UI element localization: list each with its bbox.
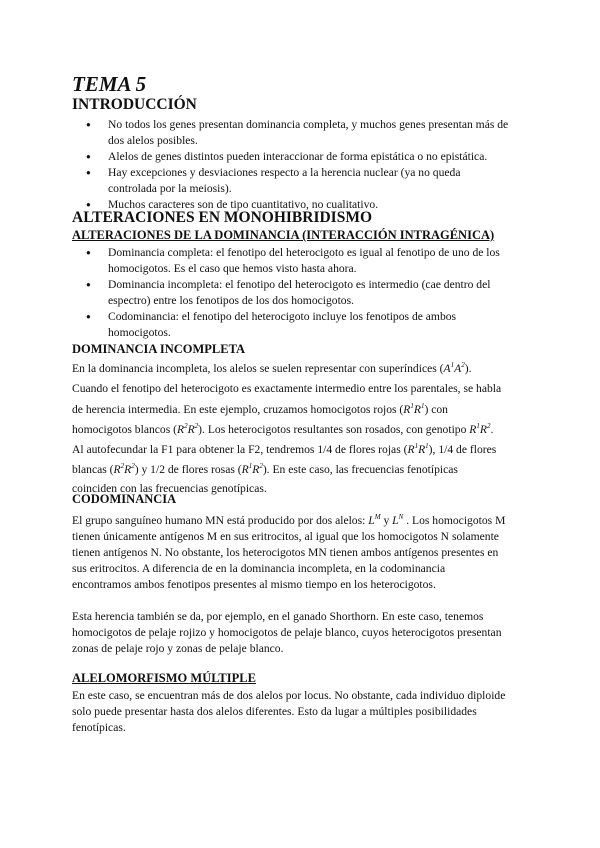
intro-bullet: ● Alelos de genes distintos pueden interaccionar de forma epistática o no epistática. [84, 149, 530, 165]
genotype-r2r2: $R^2R^2$ [176, 421, 199, 436]
subheading-alteraciones-dominancia: ALTERACIONES DE LA DOMINANCIA (INTERACCIÓN INTRAGÉNICA) [72, 228, 495, 242]
genotype-r1r1: $R^1R^1$ [403, 401, 425, 416]
page-title: TEMA 5 [72, 72, 147, 96]
dominance-bullet: ● Dominancia incompleta: el fenotipo del heterocigoto es intermedio (cae dentro del espectro) entre los fenotipos de los dos homocigotos. [84, 277, 530, 309]
codominancia-paragraph-1: El grupo sanguíneo humano MN está producido por dos alelos: $L^M$ y $L^N$ . Los homocigotos M tienen únicamente antígenos M en sus eritrocitos, al igual que los homocigotos N solamente tienen antígenos N. No obstante, los heterocigotos MN tienen ambos antígenos presentes en sus eritrocitos. A diferencia de en la dominancia incompleta, en la codominancia encontramos ambos fenotipos presentes al mismo tiempo en los heterocigotos. [72, 513, 506, 591]
genotype-r2r2: $R^2R^2$ [113, 462, 135, 477]
heading-dominancia-incompleta: DOMINANCIA INCOMPLETA [72, 342, 246, 356]
alelomorfismo-paragraph: En este caso, se encuentran más de dos alelos por locus. No obstante, cada individuo diploide solo puede presentar hasta dos alelos diferentes. Esto da lugar a múltiples posibilidades fenotípicas. [72, 689, 506, 734]
heading-introduccion: INTRODUCCIÓN [72, 96, 197, 113]
genotype-a1a2: $A^1A^2$ [443, 361, 465, 375]
intro-bullet-list [84, 117, 530, 213]
codominancia-paragraph-2: Esta herencia también se da, por ejemplo, en el ganado Shorthorn. En este caso, tenemos homocigotos de pelaje rojizo y homocigotos de pelaje blanco, cuyos heterocigotos presentan zonas de pelaje rojo y zonas de pelaje blanco. [72, 610, 502, 655]
intro-bullet: ● Muchos caracteres son de tipo cuantitativo, no cualitativo. [84, 197, 530, 213]
intro-bullet: ● Hay excepciones y desviaciones respecto a la herencia nuclear (ya no queda controlada por la meiosis). [84, 165, 530, 197]
intro-bullet: ● No todos los genes presentan dominancia completa, y muchos genes presentan más de dos alelos posibles. [84, 117, 530, 149]
heading-alteraciones: ALTERACIONES EN MONOHIBRIDISMO [72, 209, 373, 226]
allele-ln: $L^N$ [392, 513, 404, 527]
genotype-r1r2: $R^1R^2$ [469, 421, 491, 436]
heading-alelomorfismo-multiple: ALELOMORFISMO MÚLTIPLE [72, 671, 256, 685]
allele-lm: $L^M$ [368, 513, 381, 527]
dominance-bullet: ● Dominancia completa: el fenotipo del heterocigoto es igual al fenotipo de uno de los homocigotos. Es el caso que hemos visto hasta ahora. [84, 245, 530, 277]
heading-codominancia: CODOMINANCIA [72, 492, 177, 506]
dominancia-incompleta-paragraph: En la dominancia incompleta, los alelos se suelen representar con superíndices $(A^1A^2)$. Cuando el fenotipo del heterocigoto es exactamente intermedio entre los parentales, se habla de herencia intermedia. En este ejemplo, cruzamos homocigotos rojos $(R^1R^1)$ con homocigotos blancos $(R^2R^2)$. Los heterocigotos resultantes son rosados, con genotipo $R^1R^2$. Al autofecundar la F1 para obtener la F2, tendremos 1/4 de flores rojas $(R^1R^1)$, 1/4 de flores blancas $(R^2R^2)$ y 1/2 de flores rosas $(R^1R^2)$. En este caso, las frecuencias fenotípicas coinciden con las frecuencias genotípicas. [72, 361, 502, 495]
genotype-r1r2: $R^1R^2$ [241, 462, 263, 477]
dominance-bullet: ● Codominancia: el fenotipo del heterocigoto incluye los fenotipos de ambos homocigotos. [84, 309, 530, 341]
dominance-bullet-list [84, 245, 530, 341]
genotype-r1r1: $R^1R^1$ [407, 442, 429, 457]
